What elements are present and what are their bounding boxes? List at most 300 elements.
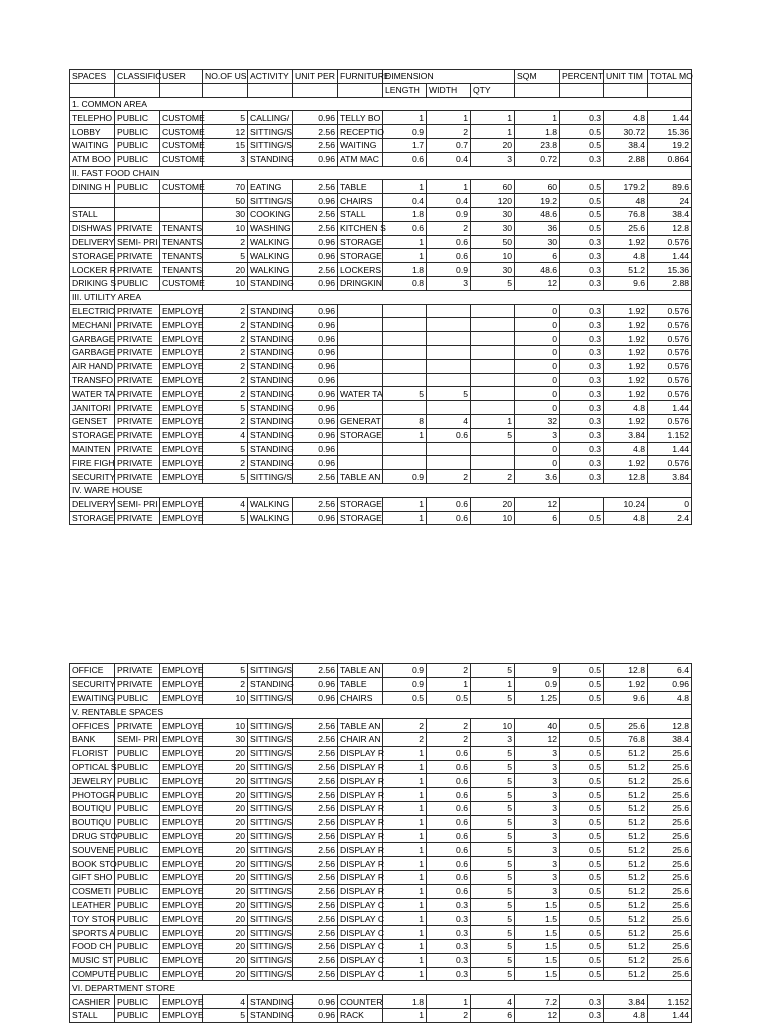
table-cell: EMPLOYE (160, 760, 203, 774)
table-cell: EMPLOYE (160, 414, 203, 428)
table-row (70, 995, 692, 1009)
table-cell: DISPLAY C (338, 926, 383, 940)
table-cell: 2.56 (293, 470, 338, 484)
table-cell: 30 (471, 207, 515, 221)
table-cell (471, 359, 515, 373)
table-cell: 5 (471, 953, 515, 967)
table-cell: STANDING (248, 456, 293, 470)
table-cell: 25.6 (648, 884, 692, 898)
table-cell (383, 401, 427, 415)
table-cell: CUSTOME (160, 138, 203, 152)
table-cell: 20 (471, 497, 515, 511)
table-cell: FOOD CH (70, 939, 115, 953)
table-cell (427, 442, 471, 456)
table-cell: STALL (70, 1008, 115, 1022)
table-cell: 0.5 (560, 691, 604, 705)
table-cell: EMPLOYE (160, 801, 203, 815)
table-cell: 51.2 (604, 967, 648, 981)
table-row (70, 194, 692, 208)
table-cell: 3 (515, 829, 560, 843)
table-cell: 51.2 (604, 870, 648, 884)
table-cell: 0.3 (560, 414, 604, 428)
table-cell: SITTING/S (248, 801, 293, 815)
table-cell: 0.5 (560, 511, 604, 525)
section-row (70, 166, 692, 180)
table-cell: 25.6 (648, 815, 692, 829)
column-header: DIMENSION (383, 70, 515, 84)
table-cell (471, 304, 515, 318)
table-cell: 76.8 (604, 732, 648, 746)
table-cell: SITTING/S (248, 760, 293, 774)
table-row (70, 719, 692, 733)
table-cell (427, 359, 471, 373)
table-cell: 0.96 (648, 677, 692, 691)
table-cell: 2 (203, 318, 248, 332)
table-cell: 0.96 (293, 428, 338, 442)
table-cell: SITTING/S (248, 664, 293, 678)
section-title: V. RENTABLE SPACES (70, 705, 692, 719)
table-cell: 3 (515, 801, 560, 815)
table-cell (471, 401, 515, 415)
table-cell (471, 318, 515, 332)
table-cell: 9.6 (604, 691, 648, 705)
table-cell: 0.96 (293, 111, 338, 125)
table-row (70, 345, 692, 359)
table-cell: PRIVATE (115, 318, 160, 332)
table-cell: 10 (471, 511, 515, 525)
table-row (70, 691, 692, 705)
table-cell: PUBLIC (115, 995, 160, 1009)
table-cell: PUBLIC (115, 870, 160, 884)
table-cell: 60 (471, 180, 515, 194)
table-cell: EMPLOYE (160, 953, 203, 967)
table-cell: COUNTER (338, 995, 383, 1009)
table-cell: 0.5 (560, 760, 604, 774)
table-cell: DISHWAS (70, 221, 115, 235)
table-row (70, 760, 692, 774)
table-cell: 1.5 (515, 953, 560, 967)
table-cell (160, 194, 203, 208)
table-cell: TABLE AN (338, 664, 383, 678)
table-cell: 0.576 (648, 318, 692, 332)
table-cell (427, 345, 471, 359)
table-cell: 51.2 (604, 788, 648, 802)
table-row (70, 497, 692, 511)
table-cell: 0.5 (560, 125, 604, 139)
table-cell: EMPLOYE (160, 664, 203, 678)
table-cell: 5 (383, 387, 427, 401)
table-cell: 4 (203, 497, 248, 511)
table-cell: 0.3 (560, 401, 604, 415)
table-cell: TENANTS (160, 263, 203, 277)
table-cell: ATM BOO (70, 152, 115, 166)
column-header: UNIT PER (293, 70, 338, 84)
table-cell (560, 497, 604, 511)
table-cell: 50 (203, 194, 248, 208)
table-cell: 0.5 (560, 194, 604, 208)
table-cell: 0.96 (293, 442, 338, 456)
table-row (70, 1008, 692, 1022)
table-cell: COSMETI (70, 884, 115, 898)
table-cell: 0.96 (293, 401, 338, 415)
table-cell: 0 (515, 318, 560, 332)
column-header: SQM (515, 70, 560, 84)
table-cell: EMPLOYE (160, 387, 203, 401)
table-cell: EMPLOYE (160, 691, 203, 705)
table-cell: 5 (427, 387, 471, 401)
table-cell: 4.8 (604, 1008, 648, 1022)
table-cell: 3 (515, 884, 560, 898)
table-cell: 0.3 (560, 276, 604, 290)
table-cell: CUSTOME (160, 111, 203, 125)
table-cell: STORAGE (338, 249, 383, 263)
table-cell: PRIVATE (115, 719, 160, 733)
table-cell (160, 207, 203, 221)
table-cell: PUBLIC (115, 788, 160, 802)
table-cell: 4.8 (604, 111, 648, 125)
table-cell: 20 (203, 746, 248, 760)
table-cell: PUBLIC (115, 180, 160, 194)
table-cell (471, 387, 515, 401)
table-cell: 1 (383, 884, 427, 898)
header-row (70, 70, 692, 84)
table-cell: 0.5 (560, 912, 604, 926)
table-cell: SITTING/S (248, 898, 293, 912)
table-cell: 2.56 (293, 207, 338, 221)
table-row (70, 373, 692, 387)
table-cell (338, 442, 383, 456)
table-cell: STORAGE (338, 511, 383, 525)
table-cell: 48.6 (515, 207, 560, 221)
section-title: III. UTILITY AREA (70, 290, 692, 304)
table-cell: 0.5 (560, 138, 604, 152)
table-cell: 76.8 (604, 207, 648, 221)
table-cell: SITTING/S (248, 470, 293, 484)
table-cell: 1.92 (604, 332, 648, 346)
table-cell: 2.56 (293, 953, 338, 967)
table-cell: 1 (427, 677, 471, 691)
table-cell: 1.5 (515, 926, 560, 940)
table-cell (115, 207, 160, 221)
table-cell: CASHIER (70, 995, 115, 1009)
table-cell: 0.6 (427, 829, 471, 843)
table-cell: 2.56 (293, 180, 338, 194)
table-cell: 0.5 (427, 691, 471, 705)
table-cell: PUBLIC (115, 760, 160, 774)
table-cell: 2 (427, 470, 471, 484)
table-cell: 0 (515, 373, 560, 387)
table-cell (338, 401, 383, 415)
table-cell: 0.6 (427, 428, 471, 442)
table-cell: 12 (515, 497, 560, 511)
table-cell: DISPLAY C (338, 939, 383, 953)
table-cell: STORAGE (338, 235, 383, 249)
section-row (70, 981, 692, 995)
table-cell: BOUTIQU (70, 801, 115, 815)
table-cell (471, 332, 515, 346)
table-cell (427, 318, 471, 332)
table-cell: 2.56 (293, 870, 338, 884)
table-cell: STANDING (248, 1008, 293, 1022)
table-cell: PRIVATE (115, 511, 160, 525)
table-cell: 1 (383, 857, 427, 871)
table-cell: 0.6 (383, 221, 427, 235)
table-cell: 32 (515, 414, 560, 428)
table-cell: 0.6 (383, 152, 427, 166)
table-cell: EMPLOYE (160, 373, 203, 387)
table-cell (471, 373, 515, 387)
table-cell: 10 (203, 221, 248, 235)
table-cell: 3.84 (648, 470, 692, 484)
table-cell: 1 (471, 111, 515, 125)
table-cell: 2 (383, 732, 427, 746)
table-cell: PUBLIC (115, 912, 160, 926)
table-cell: DISPLAY R (338, 829, 383, 843)
table-cell: 3 (515, 788, 560, 802)
table-cell: 3 (427, 276, 471, 290)
table-row (70, 138, 692, 152)
table-cell: 0.5 (560, 967, 604, 981)
table-cell: 25.6 (648, 843, 692, 857)
table-cell: 5 (471, 691, 515, 705)
table-cell: 4.8 (604, 511, 648, 525)
table-cell: SITTING/S (248, 939, 293, 953)
table-cell: 0.96 (293, 511, 338, 525)
table-cell (383, 456, 427, 470)
table-cell: CHAIR AN (338, 732, 383, 746)
table-cell: 0.576 (648, 304, 692, 318)
table-cell: 0.96 (293, 677, 338, 691)
table-cell: DINING H (70, 180, 115, 194)
table-cell: STORAGE (70, 511, 115, 525)
table-cell: CHAIRS (338, 194, 383, 208)
table-cell: GENERAT (338, 414, 383, 428)
table-cell: 5 (471, 428, 515, 442)
table-cell: DISPLAY R (338, 760, 383, 774)
table-cell: STORAGE (338, 497, 383, 511)
table-cell: 1 (515, 111, 560, 125)
table-cell: 1.8 (383, 207, 427, 221)
table-cell: LOCKERS (338, 263, 383, 277)
table-cell: 2.88 (648, 276, 692, 290)
table-cell: 1 (383, 953, 427, 967)
table-cell: 20 (471, 138, 515, 152)
table-cell: 0.5 (560, 664, 604, 678)
table-cell: 10 (203, 691, 248, 705)
table-row (70, 677, 692, 691)
table-cell: 70 (203, 180, 248, 194)
table-cell: 0 (515, 304, 560, 318)
table-cell: 1 (383, 428, 427, 442)
table-cell: STANDING (248, 428, 293, 442)
table-cell: COMPUTE (70, 967, 115, 981)
table-cell: SITTING/S (248, 125, 293, 139)
table-cell: 20 (203, 912, 248, 926)
table-cell: STANDING (248, 387, 293, 401)
spreadsheet-table-lower (69, 663, 692, 1023)
table-cell: TABLE AN (338, 470, 383, 484)
table-cell: 0.6 (427, 235, 471, 249)
table-cell: 4 (427, 414, 471, 428)
table-cell: 20 (203, 263, 248, 277)
table-cell: 1.152 (648, 428, 692, 442)
table-cell: PUBLIC (115, 829, 160, 843)
table-row (70, 332, 692, 346)
table-cell: PRIVATE (115, 345, 160, 359)
table-cell: TENANTS (160, 235, 203, 249)
table-cell: 1 (383, 912, 427, 926)
table-cell: TABLE (338, 180, 383, 194)
section-title: 1. COMMON AREA (70, 97, 692, 111)
table-cell: PUBLIC (115, 276, 160, 290)
table-cell: WALKING (248, 249, 293, 263)
table-cell: SEMI- PRI (115, 732, 160, 746)
table-cell: 5 (203, 442, 248, 456)
table-cell (70, 194, 115, 208)
table-cell: 0.8 (383, 276, 427, 290)
column-header: CLASSIFIC (115, 70, 160, 84)
table-cell (471, 456, 515, 470)
table-row (70, 843, 692, 857)
table-cell: WATER TA (70, 387, 115, 401)
table-row (70, 511, 692, 525)
table-cell: 5 (471, 967, 515, 981)
table-cell: EMPLOYE (160, 967, 203, 981)
table-cell: 1 (427, 995, 471, 1009)
table-cell: 0.5 (560, 857, 604, 871)
table-cell: 0.3 (560, 111, 604, 125)
table-row (70, 263, 692, 277)
table-cell: CUSTOME (160, 180, 203, 194)
table-cell: CHAIRS (338, 691, 383, 705)
table-cell: 25.6 (648, 801, 692, 815)
table-cell: GIFT SHO (70, 870, 115, 884)
table-cell: DISPLAY R (338, 801, 383, 815)
table-cell: 0.6 (427, 870, 471, 884)
table-cell (115, 194, 160, 208)
table-cell: SITTING/S (248, 870, 293, 884)
table-cell: DISPLAY C (338, 912, 383, 926)
table-cell: 1.92 (604, 235, 648, 249)
table-cell: 51.2 (604, 801, 648, 815)
table-cell: EMPLOYE (160, 1008, 203, 1022)
table-cell: 20 (203, 788, 248, 802)
table-cell: 6.4 (648, 664, 692, 678)
table-cell: EMPLOYE (160, 345, 203, 359)
table-cell: EMPLOYE (160, 746, 203, 760)
table-cell: 10 (471, 249, 515, 263)
table-cell: RECEPTIO (338, 125, 383, 139)
table-cell: DISPLAY C (338, 967, 383, 981)
table-cell: AIR HAND (70, 359, 115, 373)
table-cell: 3 (515, 843, 560, 857)
table-cell: 30 (515, 235, 560, 249)
table-cell: PRIVATE (115, 304, 160, 318)
table-cell: LEATHER (70, 898, 115, 912)
table-cell: 51.2 (604, 843, 648, 857)
table-cell: PUBLIC (115, 926, 160, 940)
table-cell: SPORTS A (70, 926, 115, 940)
table-cell: 4.8 (604, 442, 648, 456)
table-cell: 25.6 (648, 898, 692, 912)
column-subheader (560, 83, 604, 97)
table-cell: 0.5 (560, 843, 604, 857)
table-cell: 0.5 (560, 939, 604, 953)
table-cell: 2.56 (293, 788, 338, 802)
table-cell: 0.864 (648, 152, 692, 166)
table-cell: 3 (471, 152, 515, 166)
table-cell: 0 (515, 345, 560, 359)
section-title: II. FAST FOOD CHAIN (70, 166, 692, 180)
column-header: PERCENT (560, 70, 604, 84)
table-cell: 1.44 (648, 249, 692, 263)
table-cell: 12.8 (604, 470, 648, 484)
table-cell: 1 (383, 801, 427, 815)
section-title: VI. DEPARTMENT STORE (70, 981, 692, 995)
table-cell: 0.3 (560, 373, 604, 387)
table-row (70, 276, 692, 290)
table-cell: PRIVATE (115, 428, 160, 442)
table-cell: SEMI- PRI (115, 235, 160, 249)
table-cell: 7.2 (515, 995, 560, 1009)
table-cell: SITTING/S (248, 815, 293, 829)
table-cell: 1 (383, 760, 427, 774)
table-cell: EMPLOYE (160, 677, 203, 691)
table-cell: 5 (203, 511, 248, 525)
table-cell: PHOTOGR (70, 788, 115, 802)
table-cell: STANDING (248, 359, 293, 373)
table-cell: 0.3 (560, 1008, 604, 1022)
table-cell: 51.2 (604, 857, 648, 871)
table-cell: PUBLIC (115, 111, 160, 125)
table-row (70, 967, 692, 981)
table-cell (383, 332, 427, 346)
table-cell: 0.9 (515, 677, 560, 691)
table-cell: 19.2 (515, 194, 560, 208)
table-cell: SITTING/S (248, 719, 293, 733)
table-cell: 0.3 (427, 967, 471, 981)
table-cell: 0 (515, 332, 560, 346)
table-cell: 10 (203, 719, 248, 733)
table-cell: EMPLOYE (160, 912, 203, 926)
table-cell: 0.6 (427, 884, 471, 898)
table-cell: 25.6 (648, 829, 692, 843)
table-cell: SITTING/S (248, 926, 293, 940)
table-cell: 1 (383, 111, 427, 125)
table-cell: 20 (203, 884, 248, 898)
table-cell: EMPLOYE (160, 332, 203, 346)
table-cell: 2.56 (293, 138, 338, 152)
table-cell: 1.5 (515, 912, 560, 926)
table-cell: SITTING/S (248, 691, 293, 705)
table-cell: 1 (471, 125, 515, 139)
table-cell: 0.5 (560, 677, 604, 691)
table-row (70, 111, 692, 125)
table-cell: STALL (70, 207, 115, 221)
table-cell: 12 (515, 1008, 560, 1022)
table-cell: 1.92 (604, 414, 648, 428)
table-cell: 1 (383, 746, 427, 760)
table-cell: 2.56 (293, 732, 338, 746)
table-cell: 0.3 (427, 939, 471, 953)
table-cell: 0.3 (560, 428, 604, 442)
table-cell: PUBLIC (115, 152, 160, 166)
table-cell: 5 (471, 926, 515, 940)
table-cell: 1.5 (515, 967, 560, 981)
table-cell: 1.8 (383, 995, 427, 1009)
table-cell: 2 (203, 304, 248, 318)
table-cell: PUBLIC (115, 815, 160, 829)
